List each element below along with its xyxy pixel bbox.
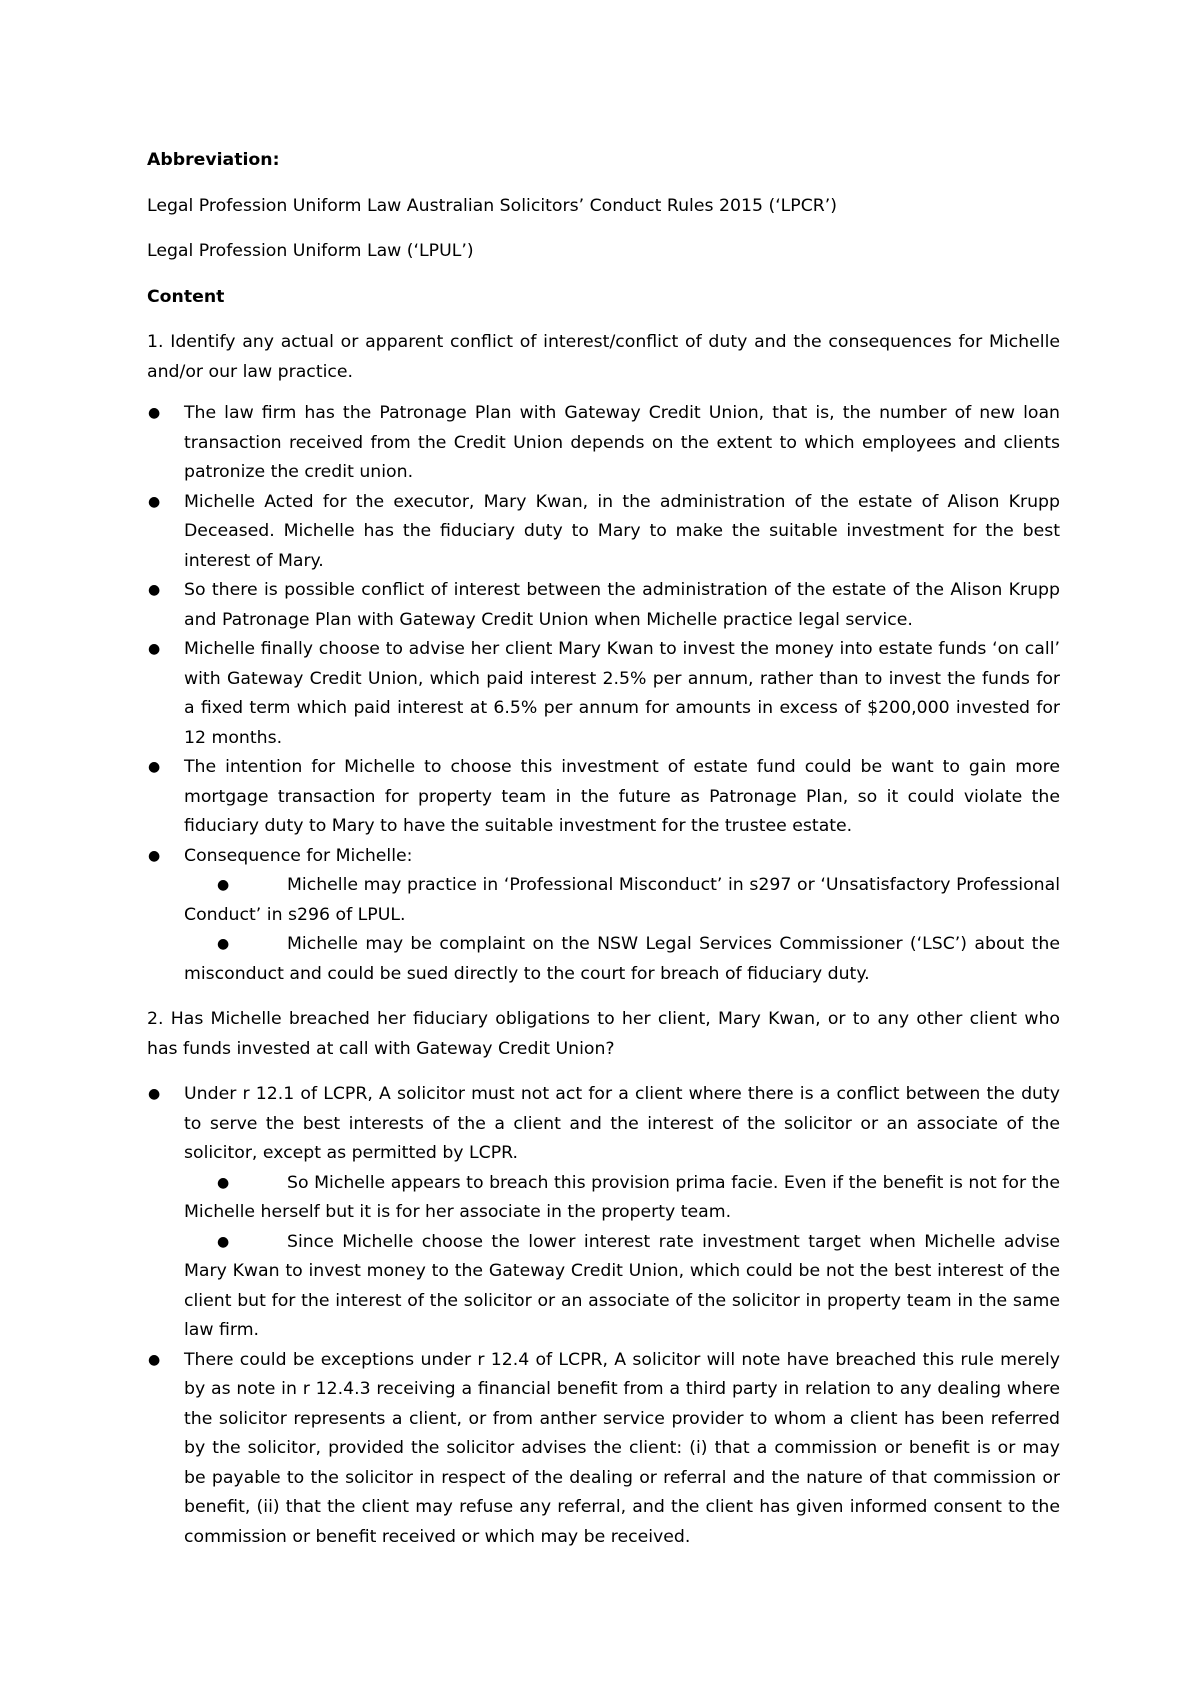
list-item [147,576,1060,635]
bullet-icon: ● [217,1174,230,1191]
list-item-text: Michelle finally choose to advise her client Mary Kwan to invest the money into estate funds ‘on call’ with Gateway Credit Union, which paid interest 2.5% per annum, rather than to invest the funds for a fixed term which paid interest at 6.5% per annum for amounts in excess of $200,000 invested for 12 months. [184,639,1060,748]
bullet-icon: ● [148,405,161,421]
list-item-text: Under r 12.1 of LCPR, A solicitor must not act for a client where there is a conflict between the duty to serve the best interests of the a client and the interest of the solicitor or an associate of the solicitor, except as permitted by LCPR. [184,1084,1060,1163]
sub-list-item [184,1169,1060,1228]
bullet-icon: ● [148,641,161,657]
abbreviation-lpcr: Legal Profession Uniform Law Australian Solicitors’ Conduct Rules 2015 (‘LPCR’) [147,195,838,216]
sub-list-item [184,1228,1060,1346]
document-body [147,146,1060,1552]
bullet-icon: ● [217,936,230,952]
question-1: 1. Identify any actual or apparent conflict of interest/conflict of duty and the consequences for Michelle and/or our law practice. [147,332,1060,382]
bullet-icon: ● [148,847,161,864]
consequence-sub-list [184,871,1060,989]
bullet-icon: ● [217,877,230,893]
list-item-text: Michelle Acted for the executor, Mary Kwan, in the administration of the estate of Alison Krupp Deceased. Michelle has the fiduciary duty to Mary to make the suitable investment for the best interest of Mary. [184,491,1060,571]
sub-list-item [184,871,1060,930]
list-item [147,1346,1060,1553]
abbreviation-lpul: Legal Profession Uniform Law (‘LPUL’) [147,241,474,261]
bullet-icon: ● [148,1086,161,1102]
list-item-text: There could be exceptions under r 12.4 of LCPR, A solicitor will note have breached this rule merely by as note in r 12.4.3 receiving a financial benefit from a third party in relation to any dealing where the solicitor represents a client, or from anther service provider to whom a client has been referred by the solicitor, provided the solicitor advises the client: (i) that a commission or benefit is or may be payable to the solicitor in respect of the dealing or referral and the nature of that commission or benefit, (ii) that the client may refuse any referral, and the client has given informed consent to the commission or benefit received or which may be received. [184,1349,1060,1547]
sub-list-item-text: So Michelle appears to breach this provision prima facie. Even if the benefit is not for the Michelle herself but it is for her associate in the property team. [184,1172,1060,1222]
sub-list-item-text: Michelle may be complaint on the NSW Legal Services Commissioner (‘LSC’) about the misconduct and could be sued directly to the court for breach of fiduciary duty. [184,934,1060,984]
list-item [147,753,1060,842]
list-item [147,635,1060,753]
list-item [147,842,1060,990]
bullet-icon: ● [148,1351,161,1368]
list-item [147,399,1060,488]
list-item-text: Consequence for Michelle: [184,845,413,866]
list-item-text: The law firm has the Patronage Plan with Gateway Credit Union, that is, the number of new loan transaction received from the Credit Union depends on the extent to which employees and clients patronize the credit union. [184,403,1060,482]
content-heading: Content [147,286,225,307]
bullet-icon: ● [148,582,161,598]
sub-list-item-text: Michelle may practice in ‘Professional Misconduct’ in s297 or ‘Unsatisfactory Professional Conduct’ in s296 of LPUL. [184,875,1060,925]
list-item [147,1080,1060,1346]
abbreviation-heading: Abbreviation: [147,150,280,170]
bullet-icon: ● [217,1233,230,1250]
question-1-bullet-list [147,399,1060,989]
list-item [147,488,1060,577]
sub-list-item [184,930,1060,989]
bullet-icon: ● [148,493,161,510]
question-2-sub-list [184,1169,1060,1346]
list-item-text: The intention for Michelle to choose this investment of estate fund could be want to gain more mortgage transaction for property team in the future as Patronage Plan, so it could violate the fiduciary duty to Mary to have the suitable investment for the trustee estate. [184,757,1060,836]
sub-list-item-text: Since Michelle choose the lower interest rate investment target when Michelle advise Mary Kwan to invest money to the Gateway Credit Union, which could be not the best interest of the client but for the interest of the solicitor or an associate of the solicitor in property team in the same law firm. [184,1231,1060,1340]
question-2: 2. Has Michelle breached her fiduciary obligations to her client, Mary Kwan, or to any other client who has funds invested at call with Gateway Credit Union? [147,1009,1060,1059]
bullet-icon: ● [148,759,161,775]
question-2-bullet-list [147,1080,1060,1552]
list-item-text: So there is possible conflict of interest between the administration of the estate of the Alison Krupp and Patronage Plan with Gateway Credit Union when Michelle practice legal service. [184,580,1060,630]
